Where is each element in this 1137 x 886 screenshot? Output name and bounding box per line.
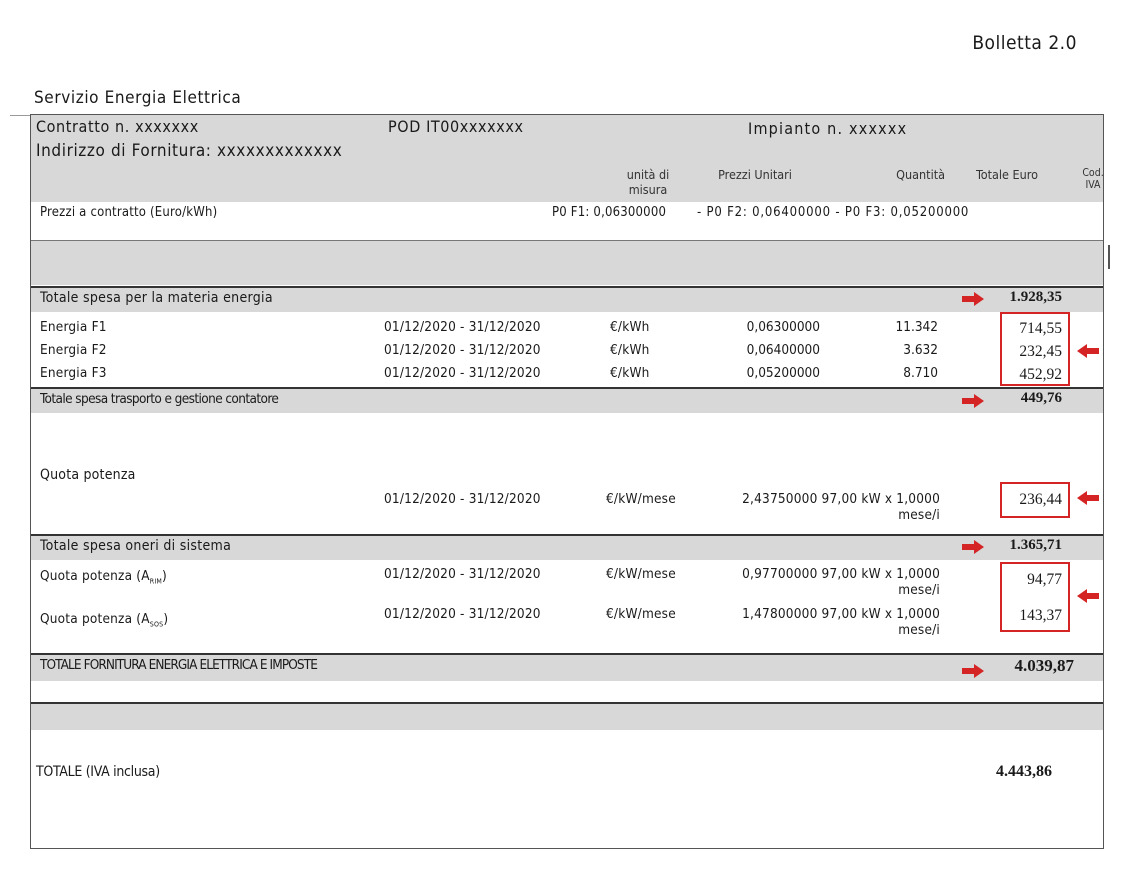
section-total-transport: 449,76 xyxy=(1020,390,1062,406)
row-total: 94,77 xyxy=(1027,571,1062,588)
supply-total-label: TOTALE FORNITURA ENERGIA ELETTRICA E IMPOSTE xyxy=(40,657,318,673)
empty-band xyxy=(31,704,1103,730)
grand-total-amount: 4.443,86 xyxy=(996,763,1052,780)
highlight-box xyxy=(1000,312,1070,386)
bill-table-frame xyxy=(30,114,1104,849)
col-header-prices: Prezzi Unitari xyxy=(718,167,792,182)
row-quantity: 3.632 xyxy=(903,342,938,358)
section-total-energy: 1.928,35 xyxy=(1009,289,1062,305)
row-period: 01/12/2020 - 31/12/2020 xyxy=(384,365,541,381)
row-total: 143,37 xyxy=(1019,607,1062,624)
row-price xyxy=(700,606,940,638)
supply-address: Indirizzo di Fornitura: xxxxxxxxxxxxx xyxy=(36,141,343,161)
divider xyxy=(1108,245,1110,269)
row-price-line: mese/i xyxy=(898,622,940,638)
contract-prices-label: Prezzi a contratto (Euro/kWh) xyxy=(40,205,218,220)
row-price-line: mese/i xyxy=(898,582,940,598)
row-label-text: Quota potenza (A xyxy=(40,611,150,627)
section-label-energy: Totale spesa per la materia energia xyxy=(40,290,273,306)
row-unit: €/kWh xyxy=(610,342,650,358)
arrow-left-icon xyxy=(1077,344,1099,358)
row-unit: €/kW/mese xyxy=(606,606,676,622)
row-total: 714,55 xyxy=(1019,320,1062,337)
row-total: 232,45 xyxy=(1019,343,1062,360)
arrow-left-icon xyxy=(1077,491,1099,505)
row-quantity: 11.342 xyxy=(895,319,938,335)
divider xyxy=(10,115,32,116)
row-period: 01/12/2020 - 31/12/2020 xyxy=(384,566,541,582)
quota-potenza-label: Quota potenza xyxy=(40,467,136,483)
row-period: 01/12/2020 - 31/12/2020 xyxy=(384,342,541,358)
row-price: 0,06300000 xyxy=(746,319,820,335)
pod-code: POD IT00xxxxxxx xyxy=(388,117,524,136)
row-price-line: 0,97700000 97,00 kW x 1,0000 xyxy=(742,566,940,582)
service-title: Servizio Energia Elettrica xyxy=(34,88,242,108)
row-price-line: mese/i xyxy=(898,507,940,523)
row-price-line: 2,43750000 97,00 kW x 1,0000 xyxy=(742,491,940,507)
section-label-transport: Totale spesa trasporto e gestione contatore xyxy=(40,391,279,407)
row-label-close: ) xyxy=(162,568,167,584)
grand-total-label: TOTALE (IVA inclusa) xyxy=(36,764,160,780)
row-unit: €/kW/mese xyxy=(606,566,676,582)
arrow-right-icon xyxy=(962,664,984,678)
row-period: 01/12/2020 - 31/12/2020 xyxy=(384,606,541,622)
row-label: Energia F3 xyxy=(40,365,107,381)
section-total-charges: 1.365,71 xyxy=(1009,537,1062,553)
col-header-total: Totale Euro xyxy=(976,167,1038,182)
section-label-charges: Totale spesa oneri di sistema xyxy=(40,538,232,554)
col-header-unit: unità di misura xyxy=(626,167,670,197)
col-header-vat: Cod. IVA xyxy=(1082,167,1104,191)
row-price: 0,05200000 xyxy=(746,365,820,381)
row-label-subscript: RIM xyxy=(149,577,163,586)
row-label xyxy=(40,611,168,629)
row-price xyxy=(700,566,940,598)
row-label-text: Quota potenza (A xyxy=(40,568,150,584)
row-label: Energia F2 xyxy=(40,342,107,358)
row-price-line: 1,47800000 97,00 kW x 1,0000 xyxy=(742,606,940,622)
row-label xyxy=(40,568,167,586)
row-label-subscript: SOS xyxy=(149,620,164,629)
row-period: 01/12/2020 - 31/12/2020 xyxy=(384,319,541,335)
row-label-close: ) xyxy=(163,611,169,627)
contract-price-f1: P0 F1: 0,06300000 xyxy=(552,205,667,220)
arrow-right-icon xyxy=(962,540,984,554)
row-unit: €/kWh xyxy=(610,365,650,381)
contract-price-f2-f3: - P0 F2: 0,06400000 - P0 F3: 0,05200000 xyxy=(697,205,970,220)
row-label: Energia F1 xyxy=(40,319,107,335)
col-header-quantity: Quantità xyxy=(896,167,945,182)
row-price: 0,06400000 xyxy=(746,342,820,358)
arrow-right-icon xyxy=(962,292,984,306)
highlight-box xyxy=(1000,482,1070,518)
document-title: Bolletta 2.0 xyxy=(972,32,1077,54)
row-total: 236,44 xyxy=(1019,491,1062,508)
arrow-right-icon xyxy=(962,394,984,408)
highlight-box xyxy=(1000,562,1070,632)
empty-band xyxy=(31,241,1103,285)
arrow-left-icon xyxy=(1077,589,1099,603)
impianto-number: Impianto n. xxxxxx xyxy=(748,119,908,138)
row-quantity: 8.710 xyxy=(903,365,938,381)
row-total: 452,92 xyxy=(1019,366,1062,383)
supply-total-amount: 4.039,87 xyxy=(1014,656,1074,675)
row-period: 01/12/2020 - 31/12/2020 xyxy=(384,491,541,507)
row-unit: €/kW/mese xyxy=(606,491,676,507)
row-price xyxy=(700,491,940,523)
row-unit: €/kWh xyxy=(610,319,650,335)
contract-number: Contratto n. xxxxxxx xyxy=(36,117,199,136)
